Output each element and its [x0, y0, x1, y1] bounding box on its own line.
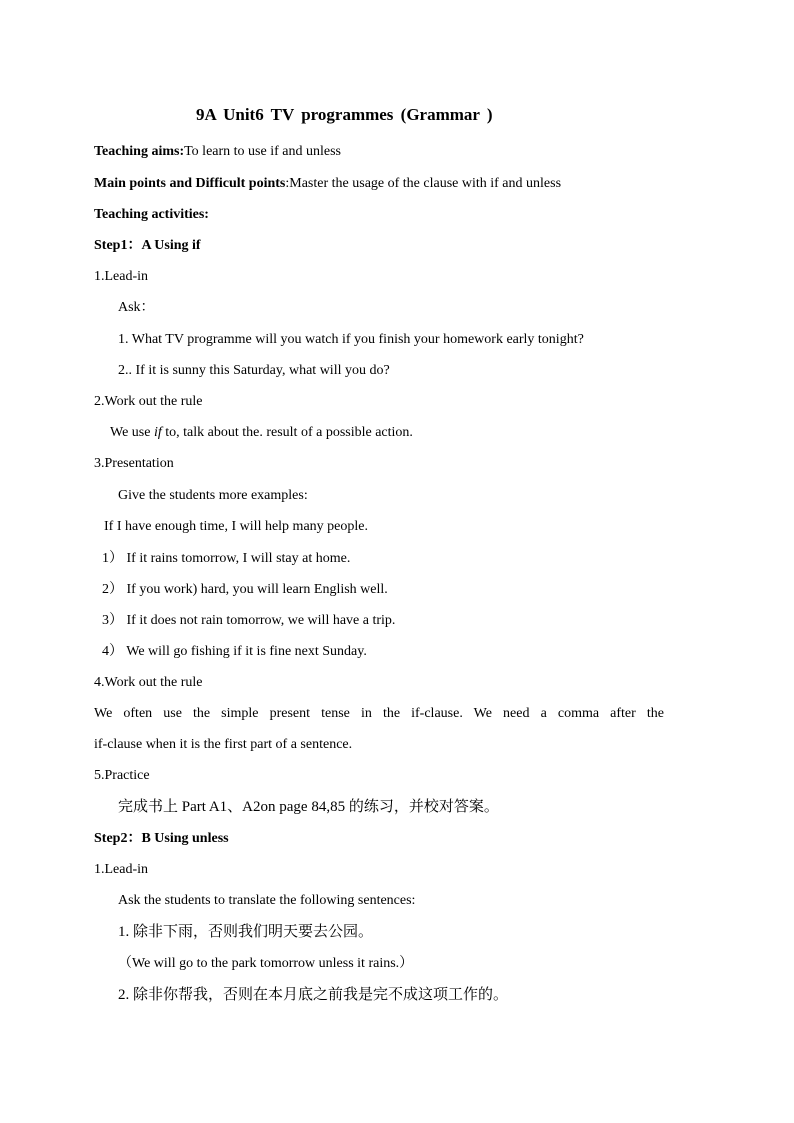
rule-text-end: to, talk about the. result of a possible action. — [161, 425, 413, 440]
teaching-aims-label: Teaching aims: — [94, 144, 185, 159]
step2-translate-1: 1. 除非下雨，否则我们明天要去公园。 — [118, 924, 374, 940]
teaching-aims — [94, 143, 341, 161]
step1-question-1: 1. What TV programme will you watch if you finish your homework early tonight? — [118, 332, 584, 347]
step1-leadin: 1.Lead-in — [94, 269, 149, 284]
main-points-text: :Master the usage of the clause with if and unless — [285, 176, 562, 191]
example-item-4: 4） We will go fishing if it is fine next Sunday. — [102, 644, 367, 659]
teaching-activities-label: Teaching activities: — [94, 207, 209, 222]
page-title: 9A Unit6 TV programmes (Grammar ) — [196, 105, 493, 124]
main-points-label: Main points and Difficult points — [94, 176, 286, 191]
step2-ask: Ask the students to translate the following sentences: — [118, 893, 416, 908]
step1-presentation-heading: 3.Presentation — [94, 456, 174, 471]
step2-leadin: 1.Lead-in — [94, 862, 149, 877]
step1-rule2-text-line2: if-clause when it is the first part of a sentence. — [94, 737, 353, 752]
step1-rule-heading: 2.Work out the rule — [94, 394, 203, 409]
step1-ask: Ask： — [118, 300, 155, 315]
example-item-3: 3） If it does not rain tomorrow, we will have a trip. — [102, 613, 396, 628]
step1-question-2: 2.. If it is sunny this Saturday, what will you do? — [118, 363, 390, 378]
step2-translate-1-english: （We will go to the park tomorrow unless it rains.） — [118, 956, 414, 971]
step1-practice-heading: 5.Practice — [94, 768, 150, 783]
step1-rule2-text-line1: We often use the simple present tense in the if-clause. We need a comma after the — [94, 706, 664, 721]
step2-heading: Step2：B Using unless — [94, 831, 229, 846]
step1-rule2-heading: 4.Work out the rule — [94, 675, 203, 690]
step2-translate-2: 2. 除非你帮我，否则在本月底之前我是完不成这项工作的。 — [118, 987, 509, 1003]
step1-rule-text — [110, 424, 413, 442]
step1-practice-text: 完成书上 Part A1、A2on page 84,85 的练习，并校对答案。 — [118, 799, 499, 815]
step1-heading: Step1：A Using if — [94, 238, 201, 253]
step1-example: If I have enough time, I will help many people. — [104, 519, 368, 534]
rule-text-start: We use — [110, 425, 154, 440]
main-points — [94, 175, 561, 193]
teaching-aims-text: To learn to use if and unless — [184, 144, 341, 159]
step1-give-examples: Give the students more examples: — [118, 488, 308, 503]
example-item-2: 2） If you work) hard, you will learn English well. — [102, 582, 388, 597]
example-item-1: 1） If it rains tomorrow, I will stay at home. — [102, 551, 351, 566]
rule-if-word: if — [153, 425, 162, 440]
